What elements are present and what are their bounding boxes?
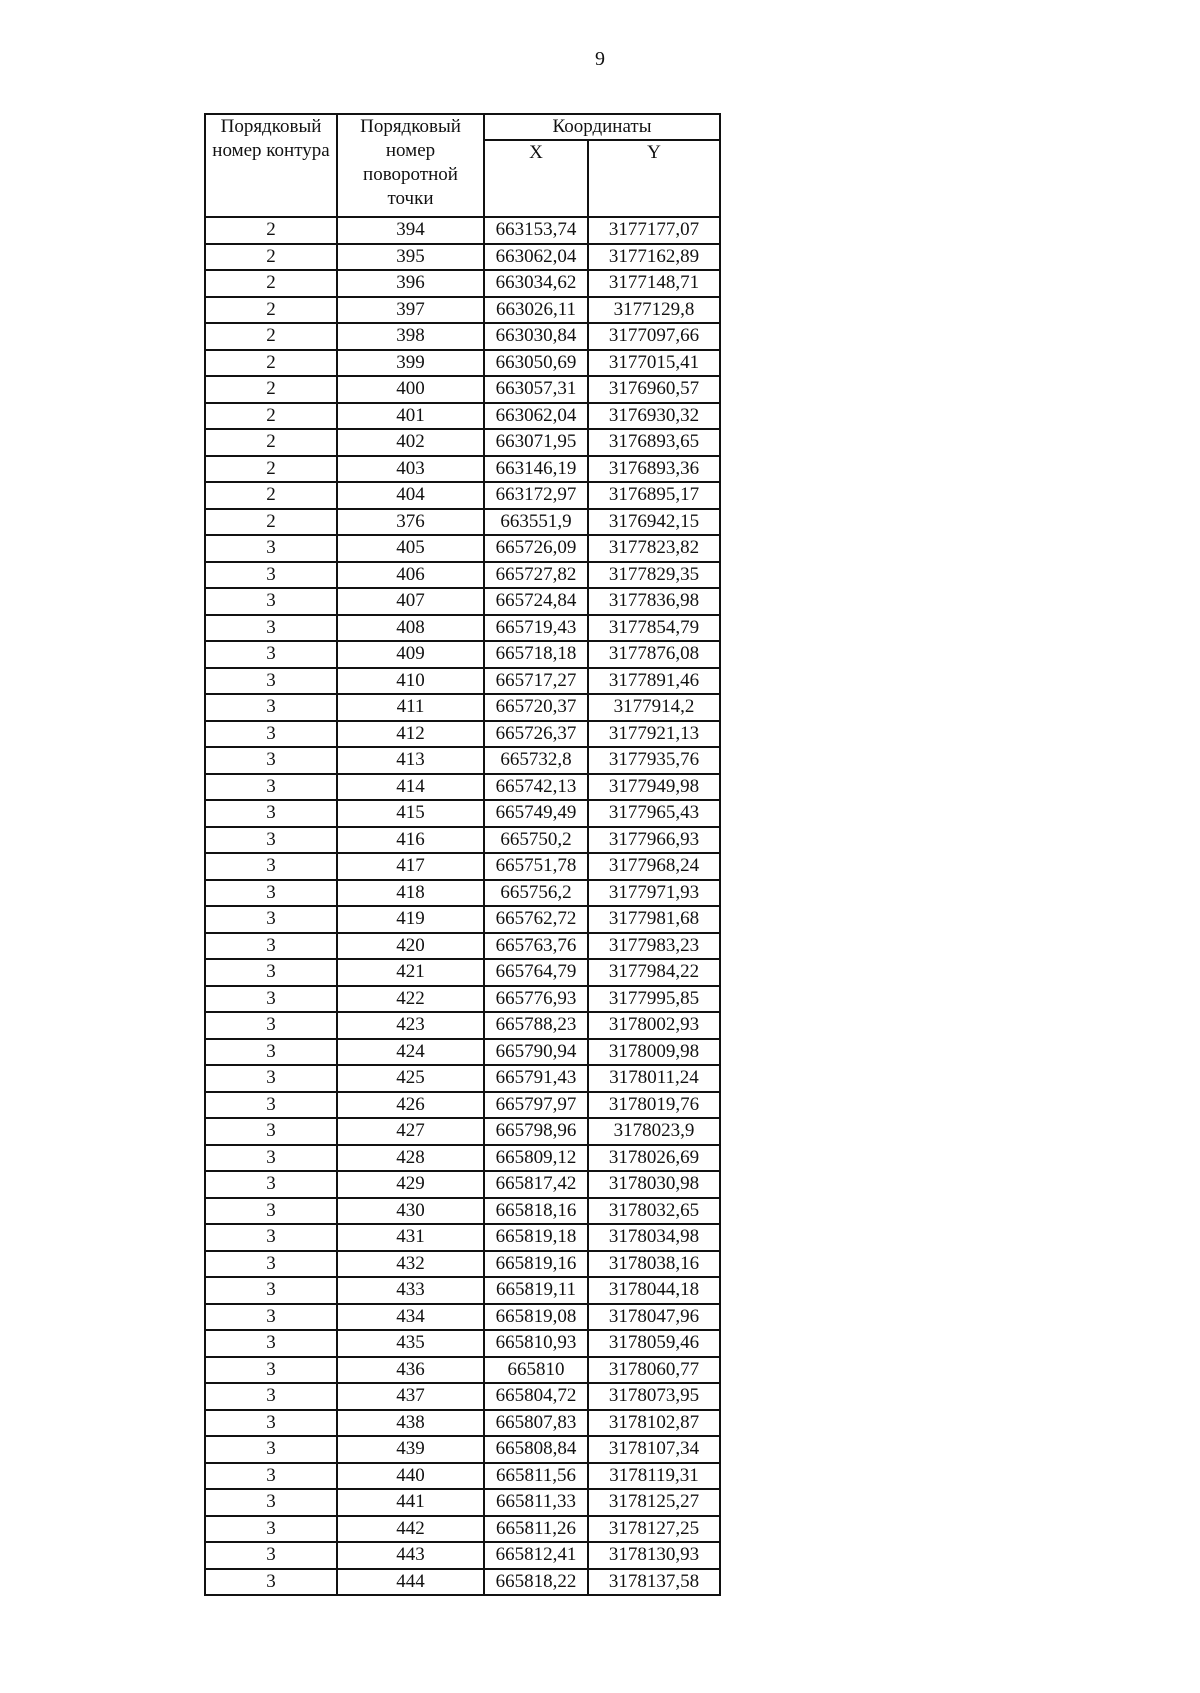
- y-coordinate-cell: 3177836,98: [588, 588, 720, 615]
- table-row: [205, 1145, 720, 1172]
- x-coordinate-cell: 665798,96: [484, 1118, 588, 1145]
- point-number-cell: 418: [337, 880, 484, 907]
- y-coordinate-cell: 3177966,93: [588, 827, 720, 854]
- point-number-cell: 423: [337, 1012, 484, 1039]
- table-row: [205, 456, 720, 483]
- table-row: [205, 270, 720, 297]
- x-coordinate-cell: 665810: [484, 1357, 588, 1384]
- x-coordinate-cell: 665819,11: [484, 1277, 588, 1304]
- table-row: [205, 853, 720, 880]
- contour-number-cell: 3: [205, 615, 337, 642]
- contour-number-cell: 2: [205, 244, 337, 271]
- contour-number-cell: 3: [205, 986, 337, 1013]
- y-coordinate-cell: 3176895,17: [588, 482, 720, 509]
- y-coordinate-cell: 3177984,22: [588, 959, 720, 986]
- x-coordinate-cell: 665750,2: [484, 827, 588, 854]
- point-number-cell: 404: [337, 482, 484, 509]
- contour-number-cell: 3: [205, 1145, 337, 1172]
- y-coordinate-cell: 3178047,96: [588, 1304, 720, 1331]
- point-number-cell: 412: [337, 721, 484, 748]
- point-number-cell: 396: [337, 270, 484, 297]
- contour-number-cell: 2: [205, 456, 337, 483]
- contour-number-cell: 2: [205, 350, 337, 377]
- table-row: [205, 588, 720, 615]
- x-coordinate-cell: 665762,72: [484, 906, 588, 933]
- contour-number-cell: 3: [205, 774, 337, 801]
- contour-number-cell: 3: [205, 1277, 337, 1304]
- point-number-cell: 411: [337, 694, 484, 721]
- table-row: [205, 933, 720, 960]
- x-coordinate-cell: 665732,8: [484, 747, 588, 774]
- table-row: [205, 535, 720, 562]
- y-coordinate-cell: 3177162,89: [588, 244, 720, 271]
- x-coordinate-cell: 665818,16: [484, 1198, 588, 1225]
- header-coordinates: Координаты: [484, 114, 720, 140]
- y-coordinate-cell: 3177891,46: [588, 668, 720, 695]
- table-row: [205, 721, 720, 748]
- table-row: [205, 1410, 720, 1437]
- x-coordinate-cell: 665790,94: [484, 1039, 588, 1066]
- x-coordinate-cell: 665811,33: [484, 1489, 588, 1516]
- y-coordinate-cell: 3178011,24: [588, 1065, 720, 1092]
- x-coordinate-cell: 663026,11: [484, 297, 588, 324]
- table-row: [205, 1357, 720, 1384]
- contour-number-cell: 3: [205, 1224, 337, 1251]
- y-coordinate-cell: 3177854,79: [588, 615, 720, 642]
- contour-number-cell: 3: [205, 535, 337, 562]
- table-row: [205, 1569, 720, 1596]
- y-coordinate-cell: 3177949,98: [588, 774, 720, 801]
- table-row: [205, 1118, 720, 1145]
- x-coordinate-cell: 665791,43: [484, 1065, 588, 1092]
- contour-number-cell: 3: [205, 827, 337, 854]
- x-coordinate-cell: 665807,83: [484, 1410, 588, 1437]
- y-coordinate-cell: 3178026,69: [588, 1145, 720, 1172]
- x-coordinate-cell: 665763,76: [484, 933, 588, 960]
- contour-number-cell: 2: [205, 323, 337, 350]
- contour-number-cell: 2: [205, 297, 337, 324]
- contour-number-cell: 3: [205, 1410, 337, 1437]
- table-row: [205, 986, 720, 1013]
- x-coordinate-cell: 665804,72: [484, 1383, 588, 1410]
- header-y: Y: [588, 140, 720, 217]
- x-coordinate-cell: 665817,42: [484, 1171, 588, 1198]
- table-row: [205, 350, 720, 377]
- y-coordinate-cell: 3178073,95: [588, 1383, 720, 1410]
- point-number-cell: 415: [337, 800, 484, 827]
- contour-number-cell: 2: [205, 429, 337, 456]
- y-coordinate-cell: 3177097,66: [588, 323, 720, 350]
- contour-number-cell: 3: [205, 1330, 337, 1357]
- point-number-cell: 400: [337, 376, 484, 403]
- contour-number-cell: 3: [205, 959, 337, 986]
- point-number-cell: 434: [337, 1304, 484, 1331]
- point-number-cell: 435: [337, 1330, 484, 1357]
- table-row: [205, 244, 720, 271]
- y-coordinate-cell: 3177965,43: [588, 800, 720, 827]
- point-number-cell: 397: [337, 297, 484, 324]
- y-coordinate-cell: 3176960,57: [588, 376, 720, 403]
- y-coordinate-cell: 3176893,65: [588, 429, 720, 456]
- x-coordinate-cell: 665727,82: [484, 562, 588, 589]
- contour-number-cell: 3: [205, 1569, 337, 1596]
- point-number-cell: 394: [337, 217, 484, 244]
- x-coordinate-cell: 665819,16: [484, 1251, 588, 1278]
- table-row: [205, 880, 720, 907]
- point-number-cell: 410: [337, 668, 484, 695]
- x-coordinate-cell: 665797,97: [484, 1092, 588, 1119]
- point-number-cell: 417: [337, 853, 484, 880]
- table-row: [205, 323, 720, 350]
- contour-number-cell: 2: [205, 217, 337, 244]
- y-coordinate-cell: 3178060,77: [588, 1357, 720, 1384]
- page-number: 9: [595, 48, 605, 70]
- y-coordinate-cell: 3178125,27: [588, 1489, 720, 1516]
- x-coordinate-cell: 663172,97: [484, 482, 588, 509]
- table-row: [205, 1516, 720, 1543]
- point-number-cell: 428: [337, 1145, 484, 1172]
- table-row: [205, 1092, 720, 1119]
- y-coordinate-cell: 3178032,65: [588, 1198, 720, 1225]
- contour-number-cell: 2: [205, 270, 337, 297]
- contour-number-cell: 3: [205, 694, 337, 721]
- x-coordinate-cell: 663071,95: [484, 429, 588, 456]
- table-row: [205, 509, 720, 536]
- x-coordinate-cell: 665788,23: [484, 1012, 588, 1039]
- point-number-cell: 429: [337, 1171, 484, 1198]
- contour-number-cell: 3: [205, 1012, 337, 1039]
- x-coordinate-cell: 665808,84: [484, 1436, 588, 1463]
- y-coordinate-cell: 3178130,93: [588, 1542, 720, 1569]
- table-row: [205, 562, 720, 589]
- table-row: [205, 774, 720, 801]
- y-coordinate-cell: 3178102,87: [588, 1410, 720, 1437]
- y-coordinate-cell: 3178119,31: [588, 1463, 720, 1490]
- x-coordinate-cell: 663050,69: [484, 350, 588, 377]
- table-row: [205, 217, 720, 244]
- x-coordinate-cell: 665756,2: [484, 880, 588, 907]
- table-row: [205, 1012, 720, 1039]
- y-coordinate-cell: 3177983,23: [588, 933, 720, 960]
- point-number-cell: 409: [337, 641, 484, 668]
- y-coordinate-cell: 3177981,68: [588, 906, 720, 933]
- y-coordinate-cell: 3178127,25: [588, 1516, 720, 1543]
- y-coordinate-cell: 3178023,9: [588, 1118, 720, 1145]
- point-number-cell: 398: [337, 323, 484, 350]
- table-row: [205, 1463, 720, 1490]
- point-number-cell: 403: [337, 456, 484, 483]
- y-coordinate-cell: 3177823,82: [588, 535, 720, 562]
- x-coordinate-cell: 663062,04: [484, 244, 588, 271]
- point-number-cell: 431: [337, 1224, 484, 1251]
- table-row: [205, 1330, 720, 1357]
- table-row: [205, 694, 720, 721]
- table-row: [205, 906, 720, 933]
- table-row: [205, 747, 720, 774]
- contour-number-cell: 3: [205, 1251, 337, 1278]
- y-coordinate-cell: 3177971,93: [588, 880, 720, 907]
- y-coordinate-cell: 3178019,76: [588, 1092, 720, 1119]
- y-coordinate-cell: 3178030,98: [588, 1171, 720, 1198]
- x-coordinate-cell: 665751,78: [484, 853, 588, 880]
- point-number-cell: 416: [337, 827, 484, 854]
- table-body: [205, 217, 720, 1595]
- x-coordinate-cell: 665726,09: [484, 535, 588, 562]
- x-coordinate-cell: 665726,37: [484, 721, 588, 748]
- contour-number-cell: 3: [205, 1489, 337, 1516]
- point-number-cell: 440: [337, 1463, 484, 1490]
- x-coordinate-cell: 665742,13: [484, 774, 588, 801]
- x-coordinate-cell: 663153,74: [484, 217, 588, 244]
- contour-number-cell: 3: [205, 1357, 337, 1384]
- x-coordinate-cell: 665749,49: [484, 800, 588, 827]
- x-coordinate-cell: 665810,93: [484, 1330, 588, 1357]
- point-number-cell: 424: [337, 1039, 484, 1066]
- point-number-cell: 439: [337, 1436, 484, 1463]
- table-row: [205, 403, 720, 430]
- table-row: [205, 1383, 720, 1410]
- point-number-cell: 405: [337, 535, 484, 562]
- table-row: [205, 376, 720, 403]
- point-number-cell: 408: [337, 615, 484, 642]
- table-row: [205, 1436, 720, 1463]
- x-coordinate-cell: 663030,84: [484, 323, 588, 350]
- point-number-cell: 437: [337, 1383, 484, 1410]
- contour-number-cell: 3: [205, 668, 337, 695]
- contour-number-cell: 3: [205, 641, 337, 668]
- contour-number-cell: 3: [205, 747, 337, 774]
- contour-number-cell: 3: [205, 1092, 337, 1119]
- x-coordinate-cell: 665719,43: [484, 615, 588, 642]
- y-coordinate-cell: 3178059,46: [588, 1330, 720, 1357]
- y-coordinate-cell: 3176930,32: [588, 403, 720, 430]
- contour-number-cell: 3: [205, 1516, 337, 1543]
- table-row: [205, 1198, 720, 1225]
- table-row: [205, 1065, 720, 1092]
- point-number-cell: 432: [337, 1251, 484, 1278]
- point-number-cell: 443: [337, 1542, 484, 1569]
- table-row: [205, 429, 720, 456]
- point-number-cell: 442: [337, 1516, 484, 1543]
- point-number-cell: 441: [337, 1489, 484, 1516]
- y-coordinate-cell: 3177015,41: [588, 350, 720, 377]
- table-row: [205, 1542, 720, 1569]
- x-coordinate-cell: 665811,56: [484, 1463, 588, 1490]
- contour-number-cell: 3: [205, 1171, 337, 1198]
- point-number-cell: 444: [337, 1569, 484, 1596]
- table-row: [205, 1171, 720, 1198]
- point-number-cell: 425: [337, 1065, 484, 1092]
- contour-number-cell: 2: [205, 482, 337, 509]
- x-coordinate-cell: 665764,79: [484, 959, 588, 986]
- table-row: [205, 297, 720, 324]
- table-row: [205, 1304, 720, 1331]
- point-number-cell: 414: [337, 774, 484, 801]
- contour-number-cell: 3: [205, 1542, 337, 1569]
- table-row: [205, 800, 720, 827]
- contour-number-cell: 2: [205, 509, 337, 536]
- table-row: [205, 1039, 720, 1066]
- y-coordinate-cell: 3177914,2: [588, 694, 720, 721]
- point-number-cell: 413: [337, 747, 484, 774]
- point-number-cell: 420: [337, 933, 484, 960]
- x-coordinate-cell: 665811,26: [484, 1516, 588, 1543]
- x-coordinate-cell: 663146,19: [484, 456, 588, 483]
- y-coordinate-cell: 3178034,98: [588, 1224, 720, 1251]
- table-row: [205, 1489, 720, 1516]
- y-coordinate-cell: 3178137,58: [588, 1569, 720, 1596]
- point-number-cell: 376: [337, 509, 484, 536]
- point-number-cell: 426: [337, 1092, 484, 1119]
- y-coordinate-cell: 3178038,16: [588, 1251, 720, 1278]
- y-coordinate-cell: 3177148,71: [588, 270, 720, 297]
- contour-number-cell: 3: [205, 1198, 337, 1225]
- contour-number-cell: 2: [205, 403, 337, 430]
- x-coordinate-cell: 665718,18: [484, 641, 588, 668]
- contour-number-cell: 3: [205, 906, 337, 933]
- x-coordinate-cell: 665818,22: [484, 1569, 588, 1596]
- header-x: X: [484, 140, 588, 217]
- contour-number-cell: 3: [205, 1436, 337, 1463]
- x-coordinate-cell: 665812,41: [484, 1542, 588, 1569]
- contour-number-cell: 3: [205, 933, 337, 960]
- y-coordinate-cell: 3177968,24: [588, 853, 720, 880]
- contour-number-cell: 3: [205, 1039, 337, 1066]
- table-row: [205, 668, 720, 695]
- contour-number-cell: 3: [205, 721, 337, 748]
- table-row: [205, 482, 720, 509]
- table-row: [205, 1251, 720, 1278]
- point-number-cell: 402: [337, 429, 484, 456]
- point-number-cell: 427: [337, 1118, 484, 1145]
- table-row: [205, 615, 720, 642]
- table-row: [205, 1224, 720, 1251]
- y-coordinate-cell: 3177935,76: [588, 747, 720, 774]
- contour-number-cell: 3: [205, 1304, 337, 1331]
- point-number-cell: 422: [337, 986, 484, 1013]
- x-coordinate-cell: 665724,84: [484, 588, 588, 615]
- contour-number-cell: 3: [205, 1463, 337, 1490]
- y-coordinate-cell: 3177921,13: [588, 721, 720, 748]
- table-header: [205, 114, 720, 217]
- contour-number-cell: 3: [205, 800, 337, 827]
- y-coordinate-cell: 3177995,85: [588, 986, 720, 1013]
- contour-number-cell: 3: [205, 1383, 337, 1410]
- table-row: [205, 959, 720, 986]
- y-coordinate-cell: 3176893,36: [588, 456, 720, 483]
- y-coordinate-cell: 3178107,34: [588, 1436, 720, 1463]
- x-coordinate-cell: 663034,62: [484, 270, 588, 297]
- table-row: [205, 827, 720, 854]
- coordinates-table: [204, 113, 721, 1596]
- y-coordinate-cell: 3178044,18: [588, 1277, 720, 1304]
- y-coordinate-cell: 3176942,15: [588, 509, 720, 536]
- x-coordinate-cell: 663062,04: [484, 403, 588, 430]
- contour-number-cell: 3: [205, 880, 337, 907]
- point-number-cell: 406: [337, 562, 484, 589]
- x-coordinate-cell: 665720,37: [484, 694, 588, 721]
- point-number-cell: 430: [337, 1198, 484, 1225]
- y-coordinate-cell: 3177829,35: [588, 562, 720, 589]
- y-coordinate-cell: 3178002,93: [588, 1012, 720, 1039]
- y-coordinate-cell: 3177129,8: [588, 297, 720, 324]
- x-coordinate-cell: 665809,12: [484, 1145, 588, 1172]
- y-coordinate-cell: 3178009,98: [588, 1039, 720, 1066]
- contour-number-cell: 3: [205, 1118, 337, 1145]
- point-number-cell: 419: [337, 906, 484, 933]
- point-number-cell: 421: [337, 959, 484, 986]
- contour-number-cell: 3: [205, 562, 337, 589]
- x-coordinate-cell: 665717,27: [484, 668, 588, 695]
- point-number-cell: 401: [337, 403, 484, 430]
- x-coordinate-cell: 663057,31: [484, 376, 588, 403]
- contour-number-cell: 3: [205, 588, 337, 615]
- x-coordinate-cell: 665819,18: [484, 1224, 588, 1251]
- point-number-cell: 395: [337, 244, 484, 271]
- header-point-number: Порядковый номер поворотной точки: [337, 114, 484, 217]
- point-number-cell: 407: [337, 588, 484, 615]
- table-row: [205, 641, 720, 668]
- contour-number-cell: 3: [205, 1065, 337, 1092]
- x-coordinate-cell: 665819,08: [484, 1304, 588, 1331]
- contour-number-cell: 3: [205, 853, 337, 880]
- x-coordinate-cell: 663551,9: [484, 509, 588, 536]
- point-number-cell: 399: [337, 350, 484, 377]
- point-number-cell: 438: [337, 1410, 484, 1437]
- point-number-cell: 436: [337, 1357, 484, 1384]
- contour-number-cell: 2: [205, 376, 337, 403]
- y-coordinate-cell: 3177177,07: [588, 217, 720, 244]
- header-contour-number: Порядковый номер контура: [205, 114, 337, 217]
- y-coordinate-cell: 3177876,08: [588, 641, 720, 668]
- point-number-cell: 433: [337, 1277, 484, 1304]
- x-coordinate-cell: 665776,93: [484, 986, 588, 1013]
- table-row: [205, 1277, 720, 1304]
